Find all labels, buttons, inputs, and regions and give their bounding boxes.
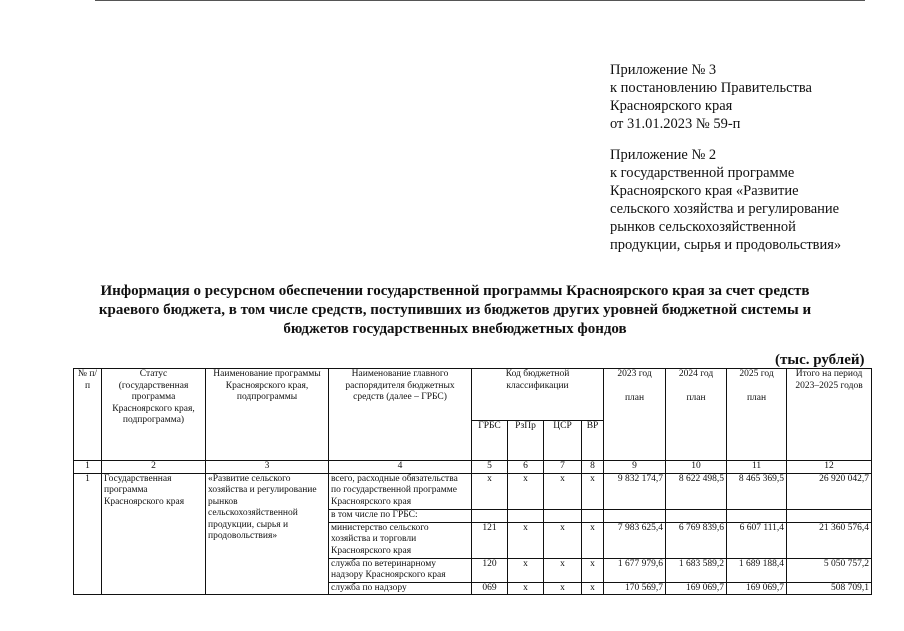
- vr-cell: х: [582, 582, 604, 595]
- amount-2024-cell: 1 683 589,2: [666, 558, 727, 582]
- header-2025: [727, 369, 787, 461]
- header-csr: ЦСР: [544, 421, 582, 461]
- title-line: краевого бюджета, в том числе средств, поступивших из бюджетов других уровней бюджетной системы и: [98, 302, 812, 318]
- rzpr-cell: х: [508, 473, 544, 509]
- appendix-3-line: Приложение № 3: [610, 62, 717, 78]
- appendix-2-block: [610, 146, 841, 254]
- grbs-code-cell: 069: [472, 582, 508, 595]
- appendix-2-line: рынков сельскохозяйственной: [610, 219, 796, 235]
- rzpr-cell: х: [508, 558, 544, 582]
- row-status: Государственная программа Красноярского края: [102, 473, 206, 595]
- title-line: бюджетов государственных внебюджетных фондов: [283, 321, 627, 337]
- vr-cell: [582, 509, 604, 522]
- column-number: 11: [727, 461, 787, 474]
- vr-cell: х: [582, 558, 604, 582]
- amount-2025-cell: [727, 509, 787, 522]
- csr-cell: х: [544, 522, 582, 558]
- amount-2024-cell: 8 622 498,5: [666, 473, 727, 509]
- header-2024: [666, 369, 727, 461]
- header-grbs: ГРБС: [472, 421, 508, 461]
- column-number: 3: [206, 461, 329, 474]
- amount-2025-cell: 6 607 111,4: [727, 522, 787, 558]
- column-number: 7: [544, 461, 582, 474]
- column-number: 1: [74, 461, 102, 474]
- header-2025-year: 2025 год: [739, 369, 774, 379]
- header-2023-plan: план: [624, 392, 645, 403]
- column-number: 10: [666, 461, 727, 474]
- header-budget-code: Код бюджетной классификации: [472, 369, 604, 421]
- amount-total-cell: 21 360 576,4: [787, 522, 872, 558]
- document-title: [90, 282, 820, 339]
- csr-cell: х: [544, 582, 582, 595]
- amount-total-cell: 508 709,1: [787, 582, 872, 595]
- header-2024-year: 2024 год: [678, 369, 714, 379]
- header-rzpr: РзПр: [508, 421, 544, 461]
- grbs-code-cell: [472, 509, 508, 522]
- amount-2024-cell: 169 069,7: [666, 582, 727, 595]
- amount-2023-cell: 9 832 174,7: [604, 473, 666, 509]
- grbs-name-cell: служба по надзору: [329, 582, 472, 595]
- amount-2024-cell: [666, 509, 727, 522]
- header-2023: [604, 369, 666, 461]
- rzpr-cell: [508, 509, 544, 522]
- column-number: 8: [582, 461, 604, 474]
- grbs-code-cell: 120: [472, 558, 508, 582]
- grbs-name-cell: всего, расходные обязательства по государственной программе Красноярского края: [329, 473, 472, 509]
- title-line: Информация о ресурсном обеспечении государственной программы Красноярского края за счет средств: [100, 283, 810, 299]
- appendix-2-line: продукции, сырья и продовольствия»: [610, 237, 842, 253]
- column-number: 6: [508, 461, 544, 474]
- grbs-name-cell: служба по ветеринарному надзору Красноярского края: [329, 558, 472, 582]
- column-number: 4: [329, 461, 472, 474]
- header-grbs-name: Наименование главного распорядителя бюджетных средств (далее – ГРБС): [329, 369, 472, 461]
- header-total: Итого на период 2023–2025 годов: [787, 369, 872, 461]
- column-number: 5: [472, 461, 508, 474]
- csr-cell: [544, 509, 582, 522]
- amount-2023-cell: 170 569,7: [604, 582, 666, 595]
- rzpr-cell: х: [508, 522, 544, 558]
- amount-2023-cell: 1 677 979,6: [604, 558, 666, 582]
- header-2023-year: 2023 год: [617, 369, 652, 379]
- row-program-name: «Развитие сельского хозяйства и регулирование рынков сельскохозяйственной продукции, сырья и продовольствия»: [206, 473, 329, 595]
- table-row: [74, 473, 872, 509]
- header-status: Статус (государственная программа Красноярского края, подпрограмма): [102, 369, 206, 461]
- column-number: 9: [604, 461, 666, 474]
- appendix-2-line: Красноярского края «Развитие: [610, 183, 799, 199]
- appendix-2-line: Приложение № 2: [610, 147, 717, 163]
- column-number: 12: [787, 461, 872, 474]
- amount-total-cell: 5 050 757,2: [787, 558, 872, 582]
- grbs-name-cell: министерство сельского хозяйства и торговли Красноярского края: [329, 522, 472, 558]
- amount-2023-cell: [604, 509, 666, 522]
- grbs-code-cell: х: [472, 473, 508, 509]
- appendix-3-line: к постановлению Правительства: [610, 80, 812, 96]
- top-rule: [95, 0, 865, 1]
- column-numbers-row: [74, 461, 872, 474]
- grbs-code-cell: 121: [472, 522, 508, 558]
- rzpr-cell: х: [508, 582, 544, 595]
- amount-2023-cell: 7 983 625,4: [604, 522, 666, 558]
- amount-2025-cell: 8 465 369,5: [727, 473, 787, 509]
- amount-total-cell: 26 920 042,7: [787, 473, 872, 509]
- row-number: 1: [74, 473, 102, 595]
- header-vr: ВР: [582, 421, 604, 461]
- header-2025-plan: план: [746, 392, 767, 403]
- appendix-3-block: [610, 61, 812, 133]
- amount-2024-cell: 6 769 839,6: [666, 522, 727, 558]
- vr-cell: х: [582, 473, 604, 509]
- amount-2025-cell: 169 069,7: [727, 582, 787, 595]
- amount-2025-cell: 1 689 188,4: [727, 558, 787, 582]
- appendix-2-line: к государственной программе: [610, 165, 795, 181]
- grbs-name-cell: в том числе по ГРБС:: [329, 509, 472, 522]
- header-program-name: Наименование программы Красноярского края, подпрограммы: [206, 369, 329, 461]
- column-number: 2: [102, 461, 206, 474]
- appendix-3-line: Красноярского края: [610, 98, 733, 114]
- header-2024-plan: план: [686, 392, 706, 403]
- header-row: [74, 369, 872, 421]
- csr-cell: х: [544, 473, 582, 509]
- units-label: (тыс. рублей): [775, 352, 865, 368]
- appendix-3-line: от 31.01.2023 № 59-п: [610, 116, 741, 132]
- appendix-2-line: сельского хозяйства и регулирование: [610, 201, 840, 217]
- funding-table: [73, 368, 872, 595]
- header-num: № п/п: [74, 369, 102, 461]
- csr-cell: х: [544, 558, 582, 582]
- amount-total-cell: [787, 509, 872, 522]
- vr-cell: х: [582, 522, 604, 558]
